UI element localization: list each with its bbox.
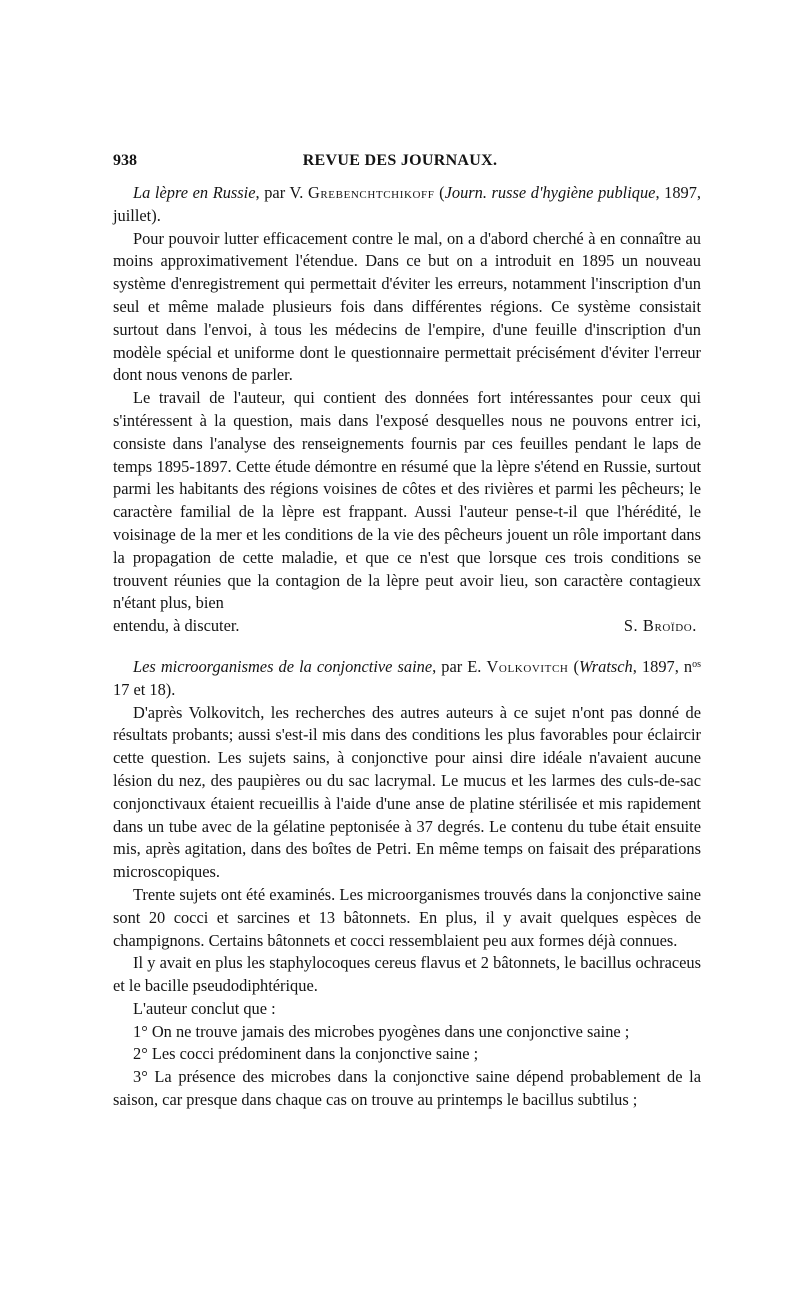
article-lepre-en-russie: [113, 182, 701, 638]
article-date: , 1897, juillet).: [113, 183, 702, 225]
article-separator: [113, 638, 701, 656]
paragraph: Le travail de l'auteur, qui contient des données fort intéressantes pour ceux qui s'intéressent à la question, mais dans l'exposé desquelles nous ne pouvons entrer ici, consiste dans l'analyse des renseignements fournis par ces feuilles pendant le laps de temps 1895-1897. Cette étude démontre en résumé que la lèpre s'étend en Russie, surtout parmi les habitants des régions voisines de côtes et des rivières et parmi les pêcheurs; le caractère familial de la lèpre est frappant. Aussi l'auteur pense-t-il que l'hérédité, le voisinage de la mer et les conditions de la vie des pêcheurs jouent un rôle important dans la propagation de cette maladie, et que ce n'est que lorsque ces trois conditions se trouvent réunies que la contagion de la lèpre peut avoir lieu, son caractère contagieux n'étant plus, bien: [113, 388, 701, 613]
signature: S. Broïdo.: [623, 616, 697, 636]
conclusion-item: 2° Les cocci prédominent dans la conjonctive saine ;: [133, 1044, 479, 1064]
paragraph: L'auteur conclut que :: [133, 998, 276, 1018]
article-microorganismes: [113, 656, 701, 1112]
paragraph: Pour pouvoir lutter efficacement contre le mal, on a d'abord cherché à en connaître au moins approximativement l'étendue. Dans ce but on a introduit en 1895 un nouveau système d'enregistrement qui permettait d'éviter les erreurs, notamment l'inscription d'un seul et même malade plusieurs fois dans différentes régions. Ce système consistait surtout dans l'envoi, à tous les médecins de l'empire, d'une feuille d'inscription d'un modèle spécial et uniforme dont le questionnaire permettait précisément d'éviter l'erreur dont nous venons de parler.: [113, 228, 701, 385]
paragraph: Il y avait en plus les staphylocoques cereus flavus et 2 bâtonnets, le bacillus ochraceus et le bacille pseudodiphtérique.: [113, 953, 701, 996]
article-journal: Journ. russe d'hygiène publique: [444, 183, 656, 202]
paragraph: D'après Volkovitch, les recherches des autres auteurs à ce sujet n'ont pas donné de résultats probants; aussi s'est-il mis dans des conditions les plus favorables pour éclaircir cette question. Les sujets sains, à conjonctive pour ainsi dire idéale n'avaient aucune lésion du nez, des paupières ou du sac lacrymal. Le mucus et les larmes des culs-de-sac conjonctivaux étaient recueillis à l'aide d'une anse de platine stérilisée et mis rapidement dans un tube avec de la gélatine peptonisée à 37 degrés. Le contenu du tube était ensuite mis, après agitation, dans des boîtes de Petri. En même temps on faisait des préparations microscopiques.: [113, 702, 701, 882]
article-nos-superscript: os: [692, 658, 701, 670]
article-source-open: (: [434, 183, 445, 202]
article-source-open: (: [568, 656, 580, 676]
article-journal: Wratsch: [579, 656, 633, 676]
running-title: REVUE DES JOURNAUX.: [302, 152, 498, 169]
paragraph: Trente sujets ont été examinés. Les microorganismes trouvés dans la conjonctive saine sont 20 cocci et sarcines et 13 bâtonnets. En plus, il y avait quelques espèces de champignons. Certains bâtonnets et cocci ressemblaient peu aux formes déjà connues.: [113, 884, 701, 950]
article-title: La lèpre en Russie: [133, 183, 256, 202]
paragraph-end: entendu, à discuter.: [113, 616, 240, 636]
journal-page: [113, 150, 701, 1112]
article-heading: [113, 656, 701, 702]
conclusion-item: 1° On ne trouve jamais des microbes pyogènes dans une conjonctive saine ;: [133, 1021, 630, 1041]
article-author: Volkovitch: [486, 656, 569, 676]
page-header: [113, 150, 701, 174]
article-issues: 17 et 18).: [113, 679, 176, 699]
article-author: Grebenchtchikoff: [307, 183, 435, 202]
article-by: , par E.: [432, 656, 487, 676]
article-date: , 1897, n: [632, 656, 693, 676]
page-number: 938: [113, 152, 137, 169]
article-by: , par V.: [255, 183, 308, 202]
article-heading: [113, 182, 701, 228]
signature-line: [113, 615, 701, 638]
article-title: Les microorganismes de la conjonctive saine: [133, 656, 433, 676]
conclusion-item: 3° La présence des microbes dans la conjonctive saine dépend probablement de la saison, car presque dans chaque cas on trouve au printemps le bacillus subtilus ;: [113, 1067, 701, 1110]
